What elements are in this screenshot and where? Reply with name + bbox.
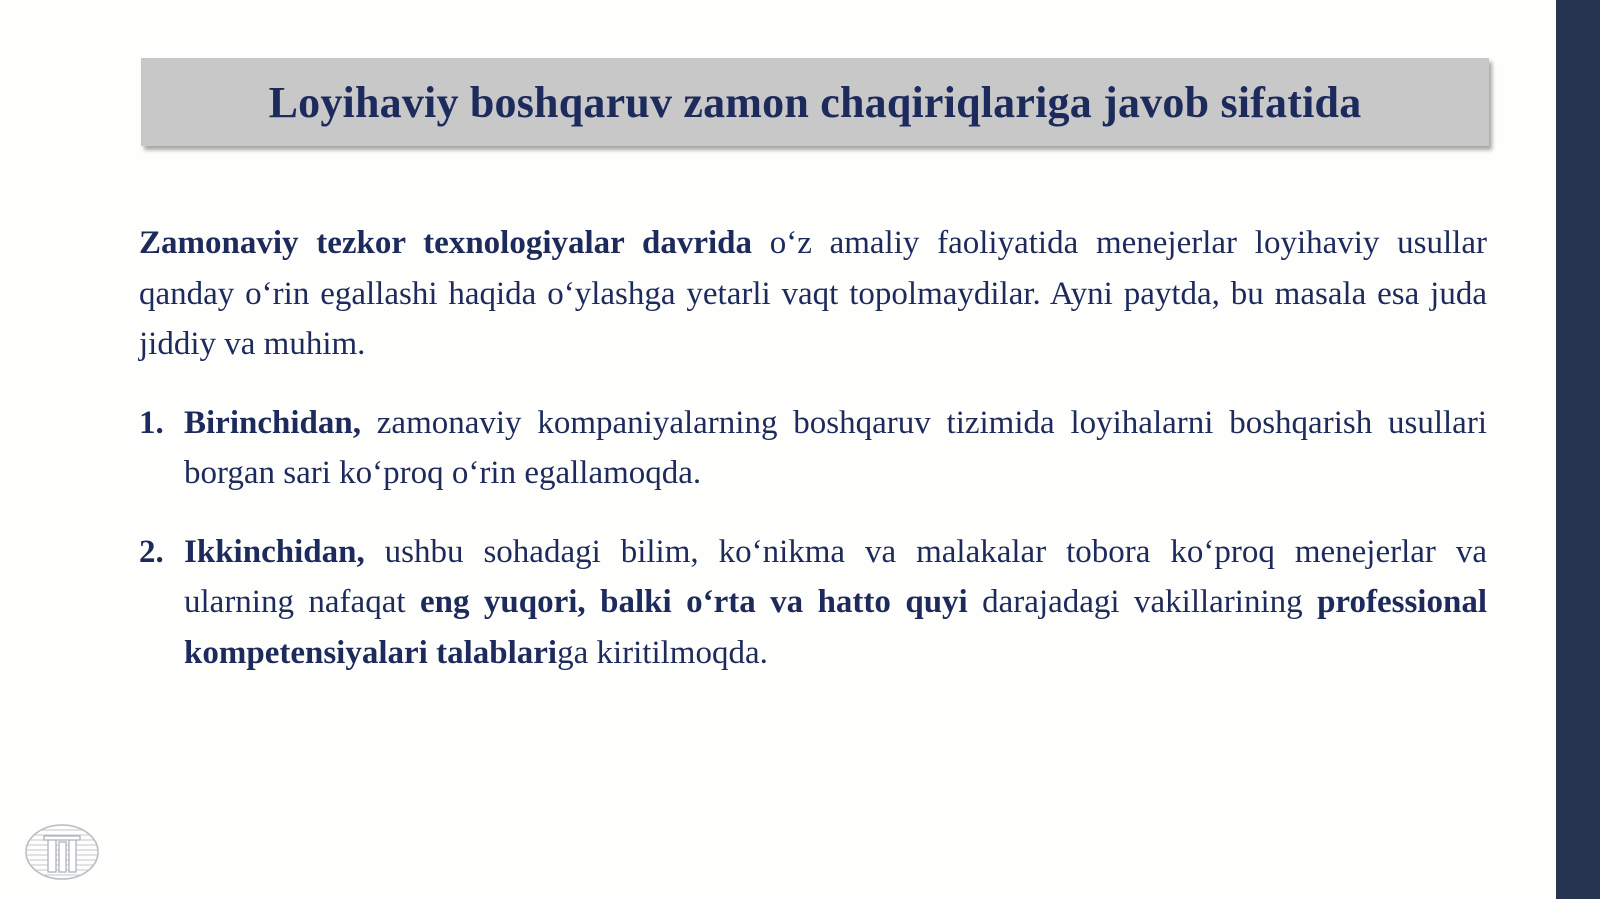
list-item-text-a: ushbu sohadagi bilim, ko‘nikma va malakalar tobora ko‘proq menejerlar va ularning nafaqat [184, 533, 1487, 620]
intro-text: o‘z amaliy faoliyatida menejerlar loyihaviy usullar qanday o‘rin egallashi haqida o‘ylashga yetarli vaqt topolmaydilar. Ayni paytda, bu masala esa juda jiddiy va muhim. [139, 225, 1487, 362]
list-item [139, 398, 1487, 499]
university-emblem-icon [24, 822, 100, 882]
intro-bold-lead: Zamonaviy tezkor texnologiyalar davrida [139, 225, 752, 261]
list-item-bold-lead: Birinchidan, [184, 404, 361, 441]
list-item-bold-lead: Ikkinchidan, [184, 533, 365, 570]
list-item-text: zamonaviy kompaniyalarning boshqaruv tizimida loyihalarni boshqarish usullari borgan sari ko‘proq o‘rin egallamoqda. [184, 404, 1487, 491]
list-item-text-b: darajadagi vakillarining [967, 584, 1318, 620]
intro-paragraph [139, 218, 1487, 370]
list-item-bold-end: professional kompetensiyalari talablari [184, 584, 1487, 671]
slide-content [139, 218, 1487, 706]
list-item-bold-mid: eng yuqori, balki o‘rta va hatto quyi [419, 584, 968, 620]
list-item-text-c: ga kiritilmoqda. [557, 634, 768, 671]
list-item [139, 527, 1487, 679]
right-accent-bar [1556, 0, 1600, 899]
title-banner [141, 58, 1489, 146]
list-number: 1. [139, 404, 164, 441]
slide-title: Loyihaviy boshqaruv zamon chaqiriqlariga javob sifatida [268, 77, 1362, 127]
list-number: 2. [139, 533, 164, 570]
